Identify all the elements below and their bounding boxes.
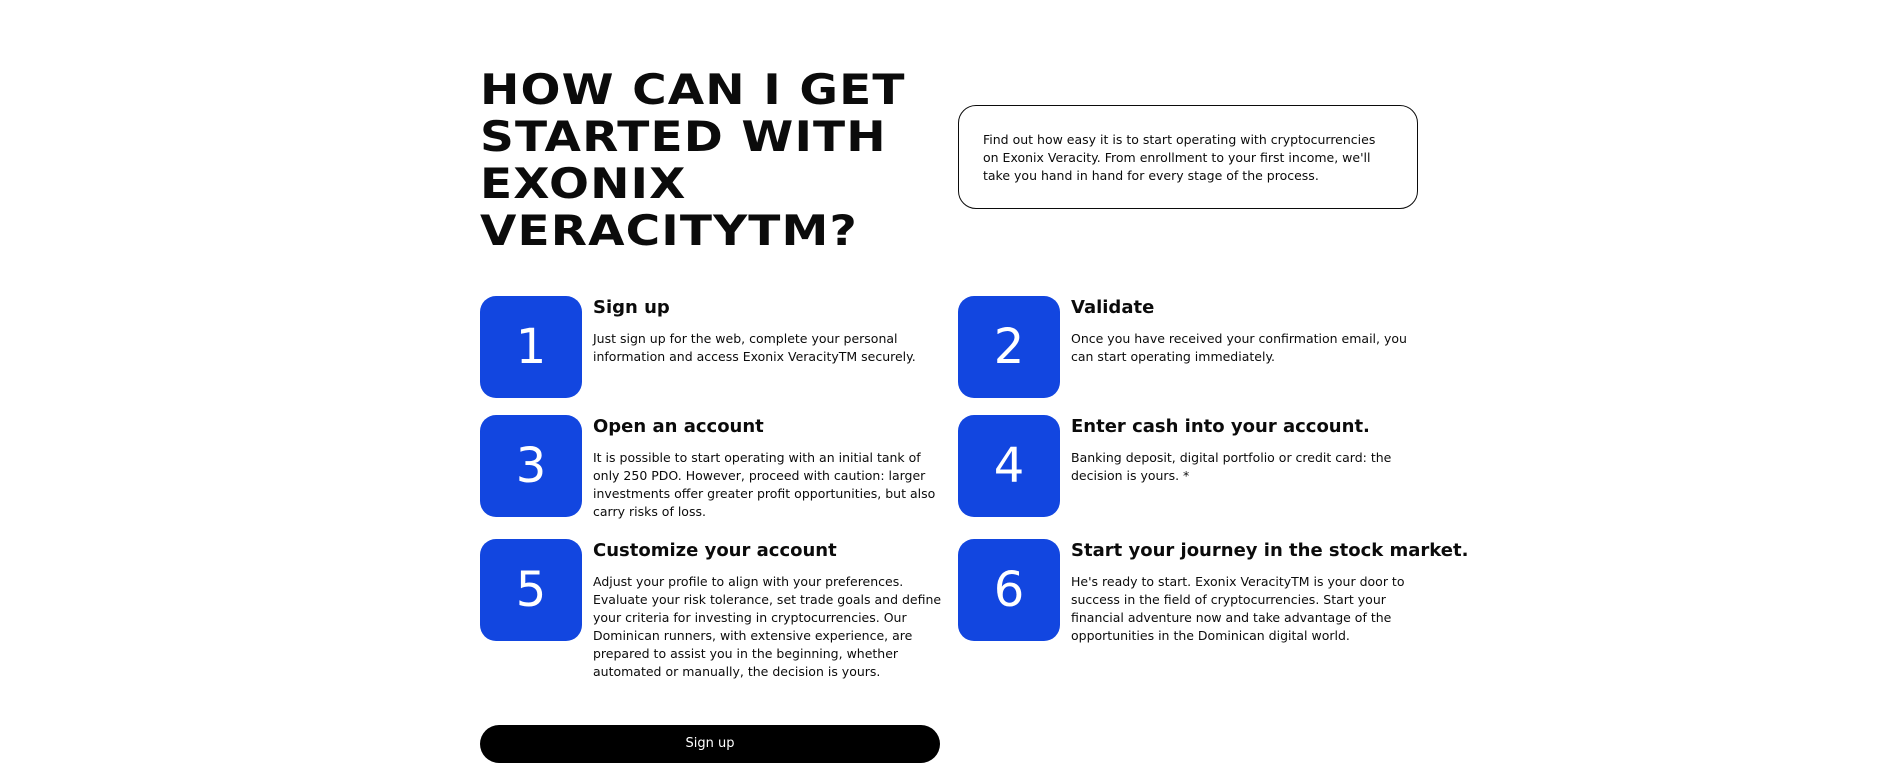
step-title: Validate (1071, 297, 1155, 318)
section-heading: HOW CAN I GET STARTED WITH EXONIX VERACITYTM? (480, 65, 906, 255)
step-description: Adjust your profile to align with your preferences. Evaluate your risk tolerance, set trade goals and define your criteria for investing in cryptocurrencies. Our Dominican runners, with extensive experience, are prepared to assist you in the beginning, whether automated or manually, the decision is yours. (593, 574, 942, 679)
step-description: Just sign up for the web, complete your personal information and access Exonix VeracityTM securely. (593, 331, 916, 364)
step-title: Customize your account (593, 540, 837, 561)
step-title: Open an account (593, 416, 764, 437)
step-number-badge: 5 (480, 539, 582, 641)
getting-started-section (480, 0, 1469, 782)
step-description: He's ready to start. Exonix VeracityTM is your door to success in the field of cryptocurrencies. Start your financial adventure now and take advantage of the opportunities in the Dominican digital world. (1071, 574, 1405, 643)
step-number-badge: 4 (958, 415, 1060, 517)
step-number-badge: 2 (958, 296, 1060, 398)
step-description: Once you have received your confirmation email, you can start operating immediately. (1071, 331, 1407, 364)
step-description: It is possible to start operating with an initial tank of only 250 PDO. However, proceed with caution: larger investments offer greater profit opportunities, but also carry risks of loss. (593, 450, 936, 519)
step-title: Sign up (593, 297, 670, 318)
step-title: Start your journey in the stock market. (1071, 540, 1469, 561)
step-number-badge: 3 (480, 415, 582, 517)
sign-up-button[interactable]: Sign up (480, 725, 940, 763)
step-number-badge: 1 (480, 296, 582, 398)
step-title: Enter cash into your account. (1071, 416, 1370, 437)
intro-text: Find out how easy it is to start operating with cryptocurrencies on Exonix Veracity. From enrollment to your first income, we'll take you hand in hand for every stage of the process. (983, 132, 1376, 183)
step-number-badge: 6 (958, 539, 1060, 641)
step-description: Banking deposit, digital portfolio or credit card: the decision is yours. * (1071, 450, 1392, 483)
intro-box (958, 105, 1418, 209)
